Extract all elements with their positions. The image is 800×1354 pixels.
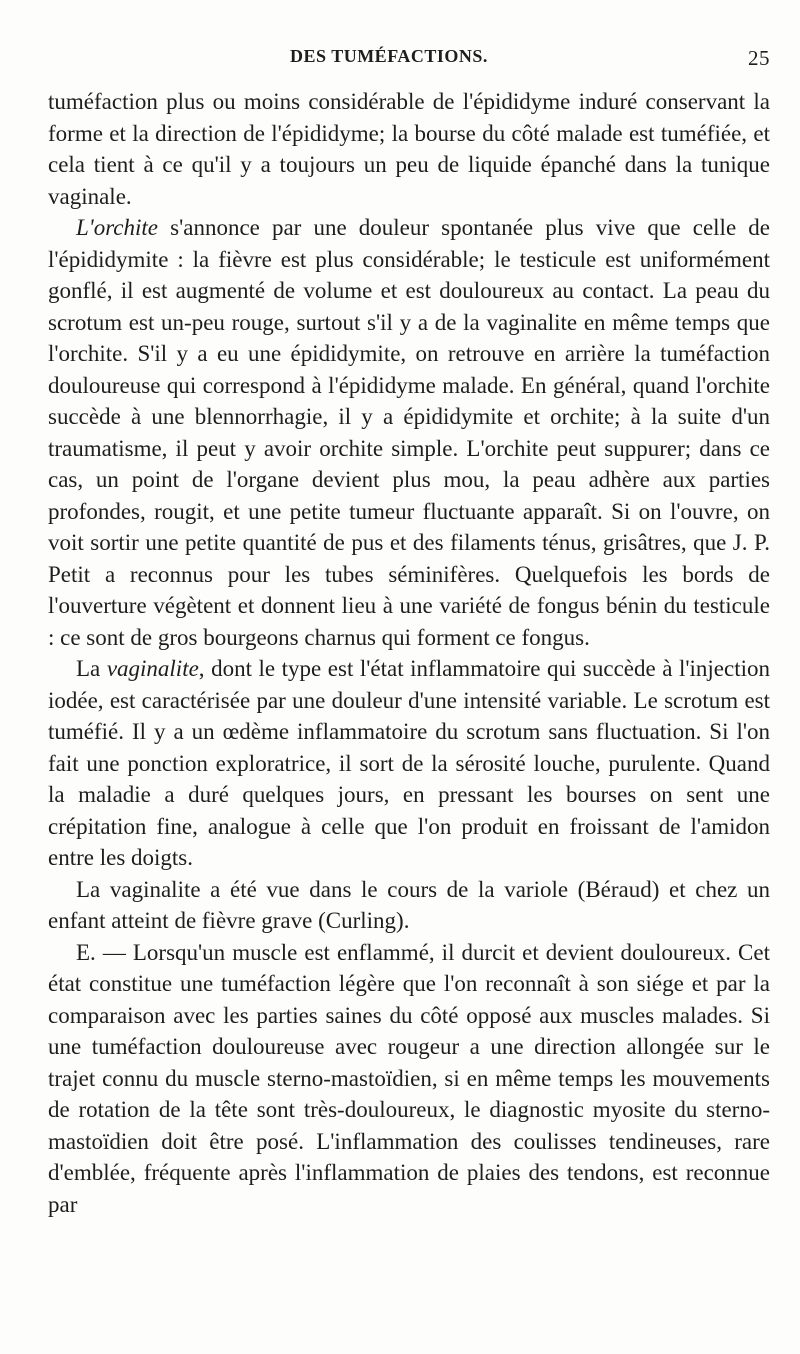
running-title: DES TUMÉFACTIONS. [290, 46, 488, 66]
italic-term: vaginalite [106, 656, 199, 681]
paragraph-text: E. — Lorsqu'un muscle est enflammé, il durcit et devient douloureux. Cet état constitue une tuméfaction légère que l'on reconnaît à son siége et par la comparaison avec les parties saines du côté opposé aux muscles malades. Si une tuméfaction douloureuse avec rougeur a une direction allongée sur le trajet connu du muscle sterno-mastoïdien, si en même temps les mouvements de rotation de la tête sont très-douloureux, le diagnostic myosite du sterno-mastoïdien doit être posé. L'inflammation des coulisses tendineuses, rare d'emblée, fréquente après l'inflammation de plaies des tendons, est reconnue par [48, 939, 770, 1217]
body-text [48, 86, 770, 1220]
paragraph-variole [48, 874, 770, 937]
paragraph-text: , dont le type est l'état inflammatoire qui succède à l'injection iodée, est caractérisée par une douleur d'une intensité variable. Le scrotum est tuméfié. Il y a un œdème inflammatoire du scrotum sans fluctuation. Si l'on fait une ponction exploratrice, il sort de la sérosité louche, purulente. Quand la maladie a duré quelques jours, en pressant les bourses on sent une crépitation fine, analogue à celle que l'on produit en froissant de l'amidon entre les doigts. [48, 656, 770, 870]
paragraph-continuation [48, 86, 770, 212]
paragraph-text: s'annonce par une douleur spontanée plus vive que celle de l'épididymite : la fièvre est plus considérable; le testicule est uniformément gonflé, il est augmenté de volume et est douloureux au contact. La peau du scrotum est un-peu rouge, surtout s'il y a de la vaginalite en même temps que l'orchite. S'il y a eu une épididymite, on retrouve en arrière la tuméfaction douloureuse qui correspond à l'épididyme malade. En général, quand l'orchite succède à une blennorrhagie, il y a épididymite et orchite; à la suite d'un traumatisme, il peut y avoir orchite simple. L'orchite peut suppurer; dans ce cas, un point de l'organe devient plus mou, la peau adhère aux parties profondes, rougit, et une petite tumeur fluctuante apparaît. Si on l'ouvre, on voit sortir une petite quantité de pus et des filaments ténus, grisâtres, que J. P. Petit a reconnus pour les tubes séminifères. Quelquefois les bords de l'ouverture végètent et donnent lieu à une variété de fongus bénin du testicule : ce sont de gros bourgeons charnus qui forment ce fongus. [48, 215, 770, 650]
paragraph-prefix: La [76, 656, 107, 681]
paragraph-text: tuméfaction plus ou moins considérable de l'épididyme induré conservant la forme et la direction de l'épididyme; la bourse du côté malade est tuméfiée, et cela tient à ce qu'il y a toujours un peu de liquide épanché dans la tunique vaginale. [48, 89, 770, 209]
paragraph-vaginalite [48, 653, 770, 874]
paragraph-muscle [48, 937, 770, 1221]
italic-term: L'orchite [76, 215, 159, 240]
paragraph-orchite [48, 212, 770, 653]
page-number: 25 [748, 46, 770, 70]
page-header [262, 46, 770, 76]
paragraph-text: La vaginalite a été vue dans le cours de la variole (Béraud) et chez un enfant atteint de fièvre grave (Curling). [48, 876, 770, 933]
